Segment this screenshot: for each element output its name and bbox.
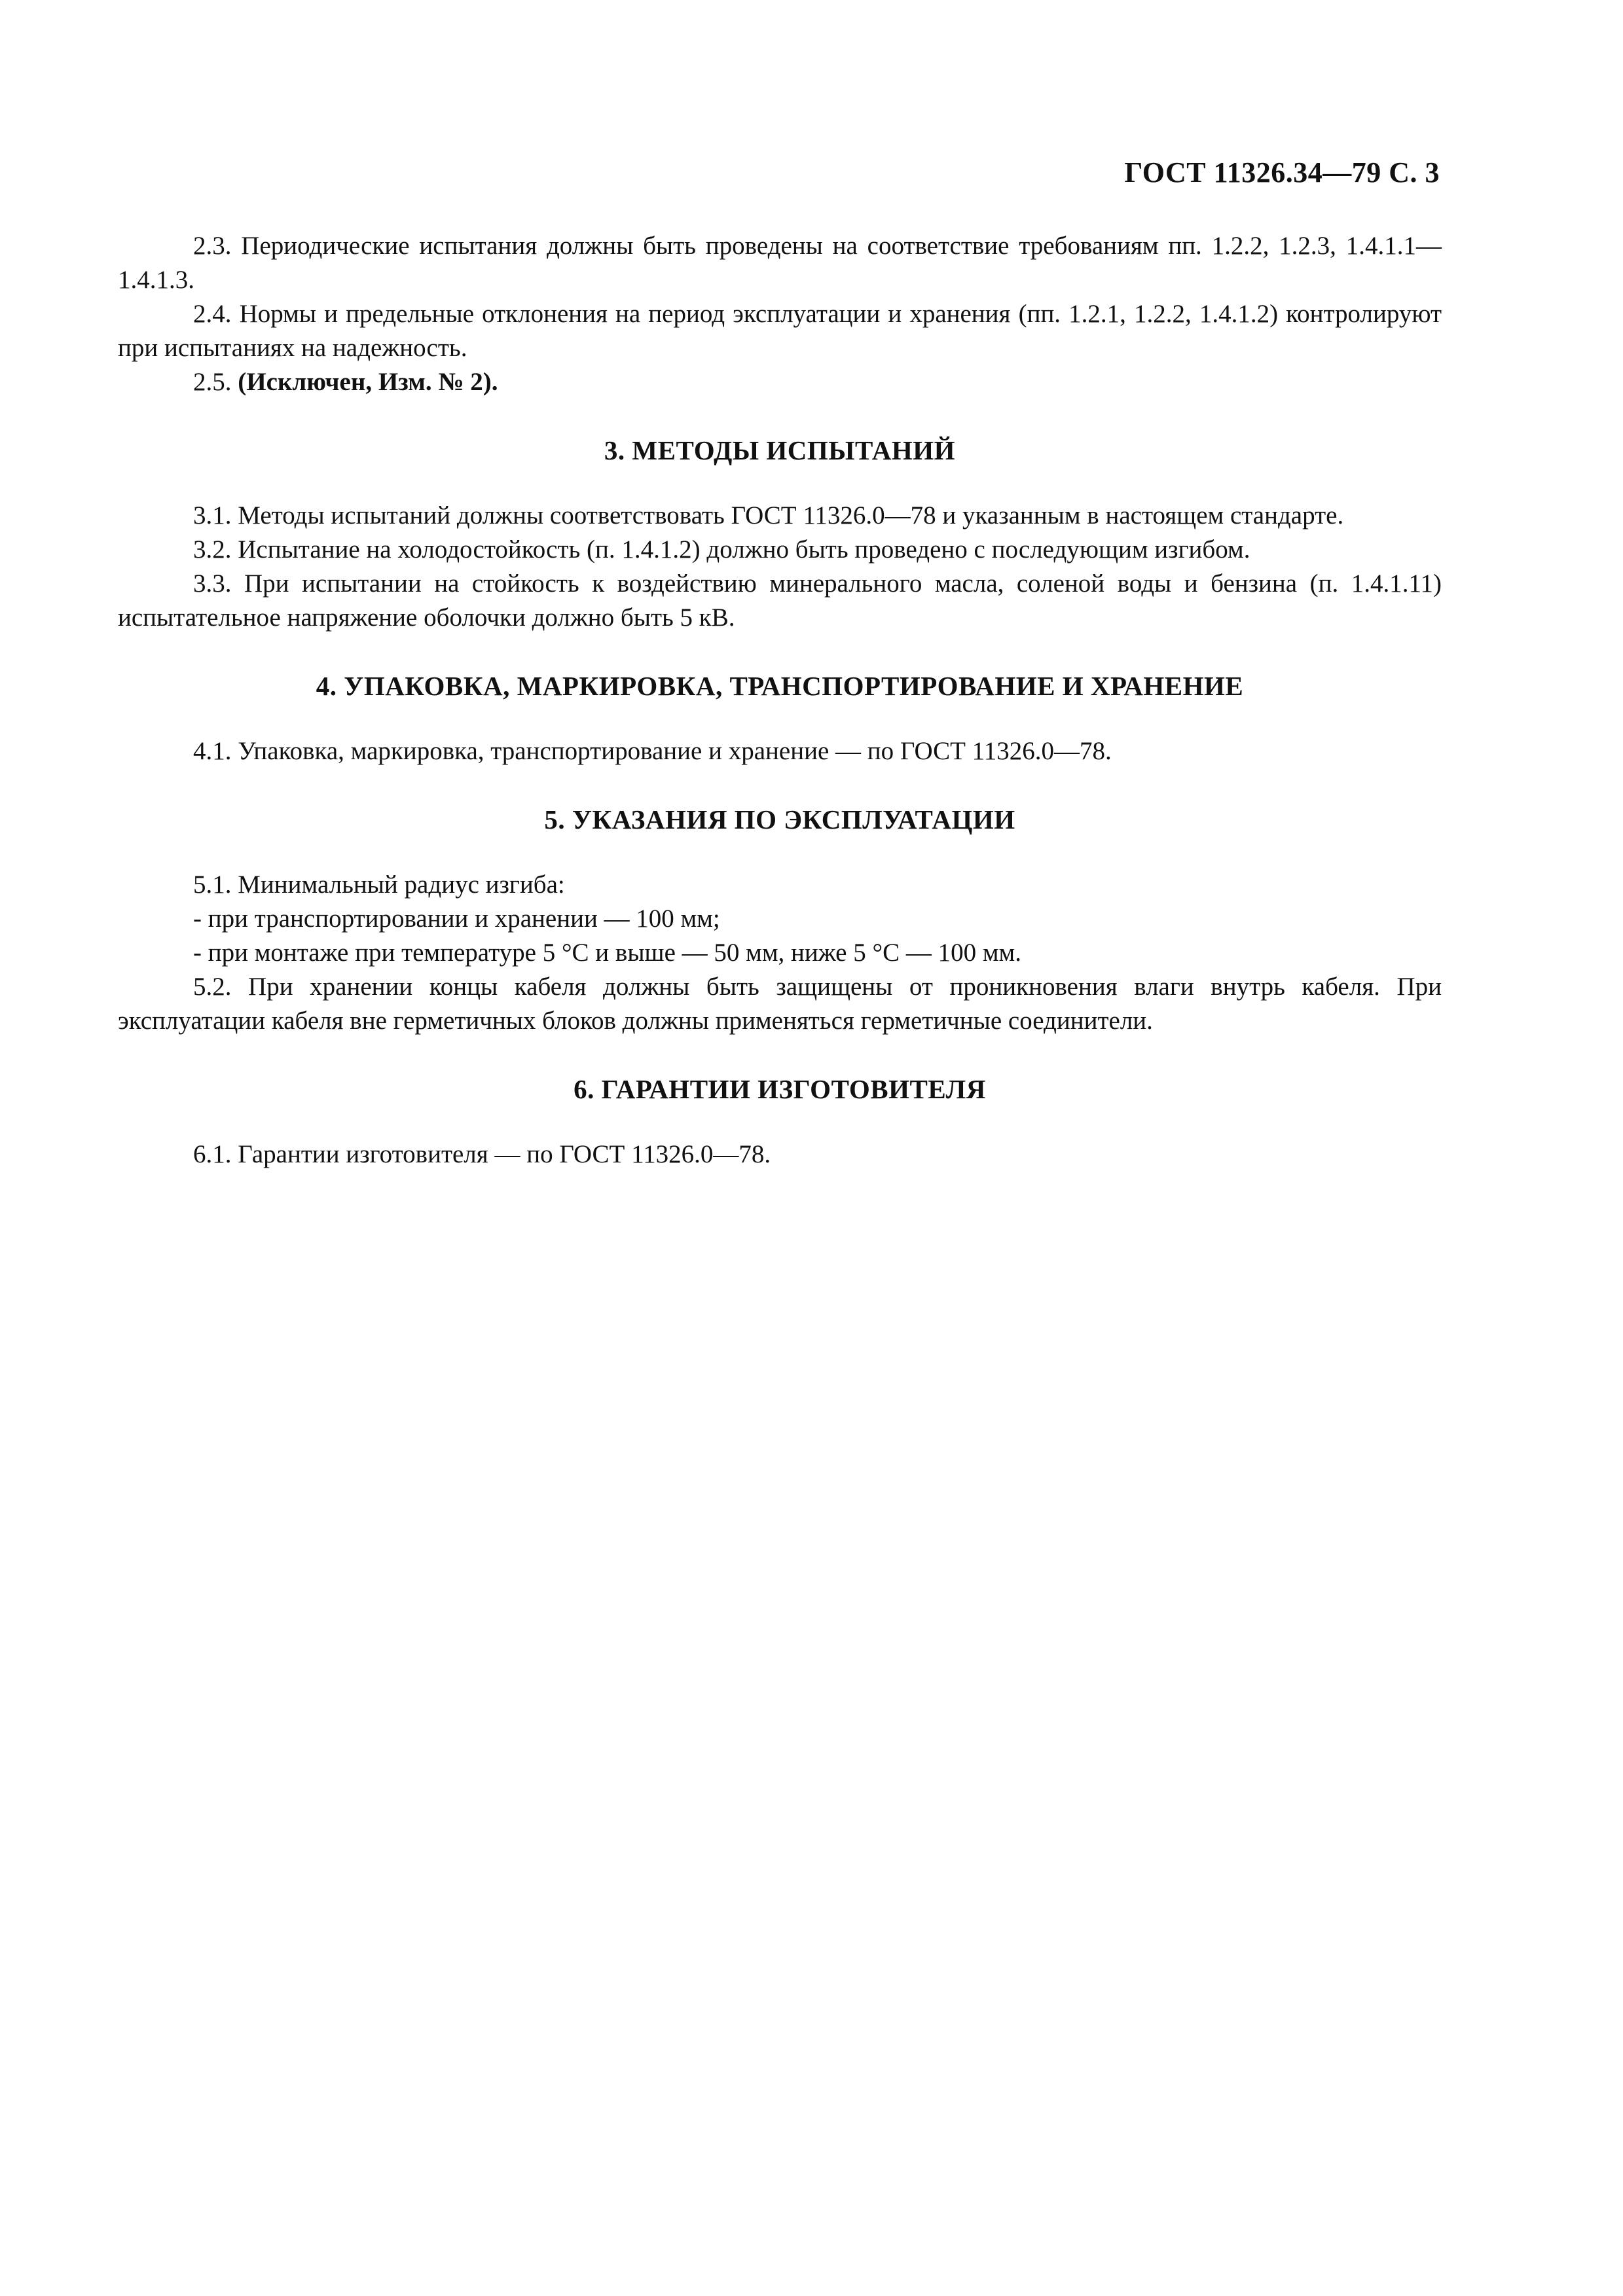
paragraph-2-5-number: 2.5. <box>193 368 238 396</box>
paragraph-6-1: 6.1. Гарантии изготовителя — по ГОСТ 11326.0—78. <box>193 1140 771 1168</box>
paragraph-2-3: 2.3. Периодические испытания должны быть проведены на соответствие требованиям пп. 1.2.2, 1.2.3, 1.4.1.1—1.4.1.3. <box>118 232 1442 294</box>
section-5-title: 5. УКАЗАНИЯ ПО ЭКСПЛУАТАЦИИ <box>544 804 1015 834</box>
paragraph-3-1: 3.1. Методы испытаний должны соответствовать ГОСТ 11326.0—78 и указанным в настоящем стандарте. <box>193 501 1344 529</box>
paragraph-3-3: 3.3. При испытании на стойкость к воздействию минерального масла, соленой воды и бензина (п. 1.4.1.11) испытательное напряжение оболочки должно быть 5 кВ. <box>118 569 1442 632</box>
paragraph-5-1: 5.1. Минимальный радиус изгиба: <box>193 870 565 899</box>
document-body <box>118 229 1442 1172</box>
paragraph-3-2: 3.2. Испытание на холодостойкость (п. 1.4.1.2) должно быть проведено с последующим изгибом. <box>193 535 1250 564</box>
paragraph-2-4: 2.4. Нормы и предельные отклонения на период эксплуатации и хранения (пп. 1.2.1, 1.2.2, 1.4.1.2) контролируют при испытаниях на надежность. <box>118 300 1442 362</box>
section-3-title: 3. МЕТОДЫ ИСПЫТАНИЙ <box>604 435 956 465</box>
section-4-title: 4. УПАКОВКА, МАРКИРОВКА, ТРАНСПОРТИРОВАНИЕ И ХРАНЕНИЕ <box>316 671 1244 701</box>
paragraph-5-2: 5.2. При хранении концы кабеля должны быть защищены от проникновения влаги внутрь кабеля. При эксплуатации кабеля вне герметичных блоков должны применяться герметичные соединители. <box>118 973 1442 1035</box>
paragraph-4-1: 4.1. Упаковка, маркировка, транспортирование и хранение — по ГОСТ 11326.0—78. <box>193 737 1112 765</box>
running-header: ГОСТ 11326.34—79 С. 3 <box>1124 156 1440 188</box>
paragraph-2-5 <box>118 365 1442 399</box>
list-item-transport: - при транспортировании и хранении — 100 мм; <box>193 905 720 933</box>
list-item-mounting: - при монтаже при температуре 5 °С и выше — 50 мм, ниже 5 °С — 100 мм. <box>193 939 1021 967</box>
paragraph-2-5-note: (Исключен, Изм. № 2). <box>238 368 498 396</box>
section-6-title: 6. ГАРАНТИИ ИЗГОТОВИТЕЛЯ <box>574 1074 986 1104</box>
